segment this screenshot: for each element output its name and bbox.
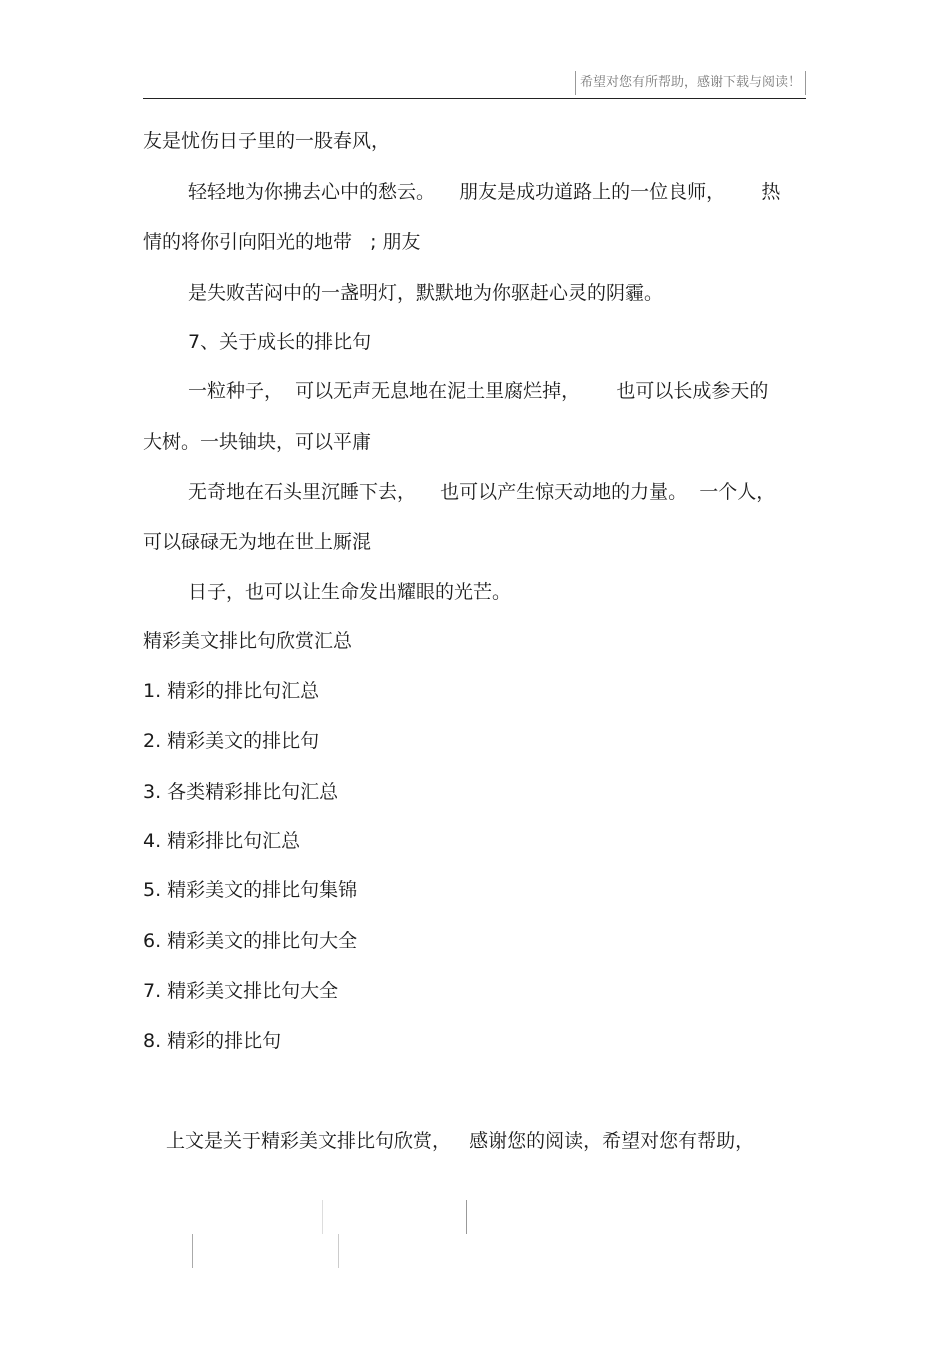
paragraph-line: 无奇地在石头里沉睡下去， 也可以产生惊天动地的力量。 一个人， bbox=[188, 481, 776, 503]
paragraph-line: 大树。一块铀块，可以平庸 bbox=[143, 431, 372, 453]
list-item: 7. 精彩美文排比句大全 bbox=[143, 980, 339, 1002]
list-title: 精彩美文排比句欣赏汇总 bbox=[143, 630, 353, 652]
paragraph-line: 可以碌碌无为地在世上厮混 bbox=[143, 531, 372, 553]
paragraph-line: 轻轻地为你拂去心中的愁云。 朋友是成功道路上的一位良师， 热 bbox=[188, 181, 781, 203]
paragraph-line: 情的将你引向阳光的地带 ; 朋友 bbox=[143, 231, 421, 253]
divider-mark bbox=[322, 1200, 323, 1234]
divider-mark bbox=[338, 1234, 339, 1268]
divider-mark bbox=[192, 1234, 193, 1268]
divider-mark bbox=[466, 1200, 467, 1234]
paragraph-line: 日子，也可以让生命发出耀眼的光芒。 bbox=[188, 581, 512, 603]
paragraph-line: 是失败苦闷中的一盏明灯，默默地为你驱赶心灵的阴霾。 bbox=[188, 282, 664, 304]
page-header bbox=[143, 68, 806, 99]
list-item: 6. 精彩美文的排比句大全 bbox=[143, 930, 358, 952]
list-item: 1. 精彩的排比句汇总 bbox=[143, 680, 320, 702]
list-item: 8. 精彩的排比句 bbox=[143, 1030, 282, 1052]
list-item: 4. 精彩排比句汇总 bbox=[143, 830, 301, 852]
paragraph-line: 友是忧伤日子里的一股春风， bbox=[143, 130, 391, 152]
list-item: 3. 各类精彩排比句汇总 bbox=[143, 781, 339, 803]
list-item: 5. 精彩美文的排比句集锦 bbox=[143, 879, 358, 901]
header-slogan: 希望对您有所帮助，感谢下载与阅读！ bbox=[575, 71, 806, 95]
closing-line: 上文是关于精彩美文排比句欣赏， 感谢您的阅读，希望对您有帮助， bbox=[166, 1130, 755, 1152]
section-heading: 7、关于成长的排比句 bbox=[188, 331, 372, 353]
list-item: 2. 精彩美文的排比句 bbox=[143, 730, 320, 752]
paragraph-line: 一粒种子， 可以无声无息地在泥土里腐烂掉， 也可以长成参天的 bbox=[188, 380, 769, 402]
